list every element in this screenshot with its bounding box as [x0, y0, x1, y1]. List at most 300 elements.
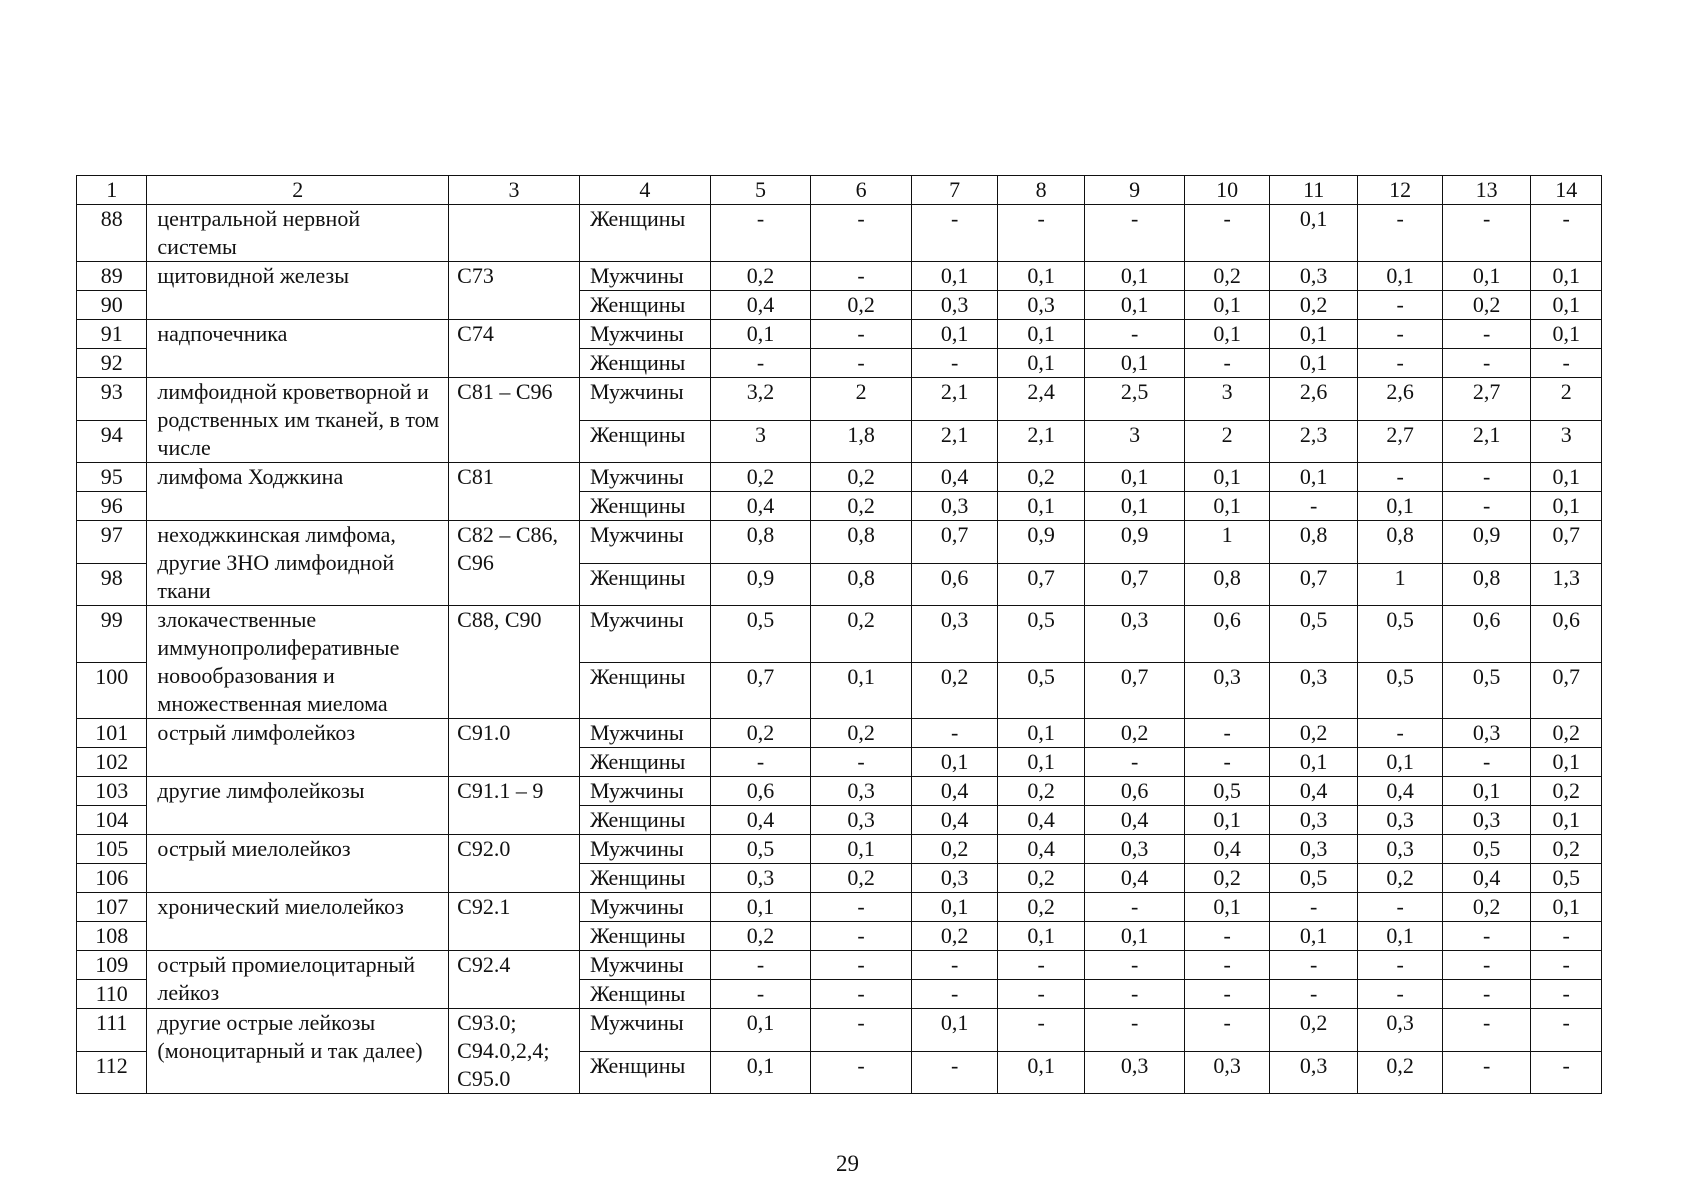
value-cell: -	[1531, 349, 1602, 378]
value-cell: 0,1	[1358, 922, 1442, 951]
value-cell: 0,1	[1531, 748, 1602, 777]
row-number: 90	[77, 291, 147, 320]
sex-label: Мужчины	[579, 777, 710, 806]
value-cell: -	[998, 980, 1085, 1009]
value-cell: 0,3	[911, 492, 998, 521]
value-cell: 0,1	[998, 492, 1085, 521]
value-cell: 0,6	[1531, 606, 1602, 663]
sex-label: Мужчины	[579, 606, 710, 663]
value-cell: 0,1	[998, 1051, 1085, 1094]
column-header: 3	[449, 176, 580, 205]
value-cell: 0,1	[811, 662, 912, 719]
sex-label: Женщины	[579, 980, 710, 1009]
value-cell: -	[1358, 463, 1442, 492]
icd-code: C81 – C96	[449, 378, 580, 463]
sex-label: Женщины	[579, 349, 710, 378]
value-cell: -	[1531, 980, 1602, 1009]
value-cell: 0,3	[911, 606, 998, 663]
value-cell: -	[1185, 1009, 1269, 1052]
value-cell: 0,3	[1358, 806, 1442, 835]
value-cell: -	[1531, 1009, 1602, 1052]
value-cell: 0,2	[811, 291, 912, 320]
value-cell: 0,3	[1358, 835, 1442, 864]
value-cell: 0,7	[710, 662, 811, 719]
value-cell: 0,9	[998, 521, 1085, 564]
sex-label: Мужчины	[579, 719, 710, 748]
value-cell: -	[998, 951, 1085, 980]
value-cell: 0,8	[1269, 521, 1358, 564]
value-cell: -	[1442, 980, 1531, 1009]
value-cell: 0,3	[1358, 1009, 1442, 1052]
row-number: 105	[77, 835, 147, 864]
table-row	[77, 893, 1602, 922]
value-cell: 0,4	[998, 806, 1085, 835]
value-cell: 0,2	[911, 922, 998, 951]
value-cell: 0,1	[1531, 320, 1602, 349]
value-cell: 0,2	[911, 662, 998, 719]
value-cell: -	[710, 980, 811, 1009]
sex-label: Женщины	[579, 662, 710, 719]
value-cell: -	[1185, 719, 1269, 748]
value-cell: 0,8	[1185, 563, 1269, 606]
value-cell: -	[1269, 980, 1358, 1009]
value-cell: 0,5	[1531, 864, 1602, 893]
row-name: острый лимфолейкоз	[147, 719, 449, 777]
value-cell: 0,4	[1358, 777, 1442, 806]
value-cell: 0,1	[710, 1009, 811, 1052]
value-cell: 0,2	[710, 719, 811, 748]
value-cell: 0,1	[1185, 291, 1269, 320]
value-cell: 0,1	[1185, 320, 1269, 349]
row-number: 101	[77, 719, 147, 748]
value-cell: 0,4	[1185, 835, 1269, 864]
value-cell: 1	[1358, 563, 1442, 606]
row-number: 89	[77, 262, 147, 291]
value-cell: -	[911, 1051, 998, 1094]
value-cell: 0,3	[1269, 262, 1358, 291]
sex-label: Женщины	[579, 806, 710, 835]
value-cell: 0,1	[1185, 492, 1269, 521]
value-cell: 0,1	[1531, 463, 1602, 492]
row-number: 102	[77, 748, 147, 777]
sex-label: Женщины	[579, 922, 710, 951]
column-header: 4	[579, 176, 710, 205]
value-cell: 0,4	[911, 777, 998, 806]
row-number: 103	[77, 777, 147, 806]
value-cell: -	[1358, 205, 1442, 262]
value-cell: -	[1269, 893, 1358, 922]
value-cell: 0,7	[1084, 563, 1185, 606]
row-number: 112	[77, 1051, 147, 1094]
value-cell: -	[1358, 349, 1442, 378]
value-cell: 1	[1185, 521, 1269, 564]
column-header: 9	[1084, 176, 1185, 205]
header-row	[77, 176, 1602, 205]
value-cell: 0,5	[1442, 835, 1531, 864]
value-cell: -	[998, 205, 1085, 262]
value-cell: 0,2	[710, 463, 811, 492]
sex-label: Мужчины	[579, 463, 710, 492]
sex-label: Женщины	[579, 205, 710, 262]
value-cell: 0,2	[1084, 719, 1185, 748]
value-cell: -	[1358, 320, 1442, 349]
value-cell: 0,2	[1269, 291, 1358, 320]
value-cell: 0,2	[1269, 1009, 1358, 1052]
value-cell: 0,3	[1185, 1051, 1269, 1094]
value-cell: 0,5	[1269, 606, 1358, 663]
value-cell: 0,2	[811, 864, 912, 893]
value-cell: -	[1084, 748, 1185, 777]
value-cell: -	[811, 951, 912, 980]
table-row	[77, 262, 1602, 291]
value-cell: 0,1	[1269, 205, 1358, 262]
value-cell: 0,2	[998, 777, 1085, 806]
value-cell: -	[1531, 951, 1602, 980]
sex-label: Женщины	[579, 563, 710, 606]
value-cell: 0,4	[911, 806, 998, 835]
value-cell: 0,1	[998, 719, 1085, 748]
column-header: 14	[1531, 176, 1602, 205]
icd-code: C92.1	[449, 893, 580, 951]
value-cell: 0,1	[710, 893, 811, 922]
icd-code: C92.0	[449, 835, 580, 893]
value-cell: 0,1	[1531, 806, 1602, 835]
value-cell: 1,8	[811, 420, 912, 463]
value-cell: -	[811, 980, 912, 1009]
value-cell: 2,4	[998, 378, 1085, 421]
value-cell: -	[811, 349, 912, 378]
row-number: 97	[77, 521, 147, 564]
sex-label: Женщины	[579, 748, 710, 777]
value-cell: 0,6	[1442, 606, 1531, 663]
value-cell: -	[911, 951, 998, 980]
value-cell: -	[811, 748, 912, 777]
value-cell: 0,5	[1269, 864, 1358, 893]
value-cell: 0,7	[1269, 563, 1358, 606]
value-cell: 0,7	[998, 563, 1085, 606]
value-cell: -	[1084, 320, 1185, 349]
value-cell: -	[1358, 291, 1442, 320]
value-cell: -	[1084, 893, 1185, 922]
icd-code: C92.4	[449, 951, 580, 1009]
value-cell: 0,8	[710, 521, 811, 564]
sex-label: Мужчины	[579, 521, 710, 564]
value-cell: 0,8	[811, 563, 912, 606]
value-cell: -	[1358, 951, 1442, 980]
value-cell: -	[1185, 922, 1269, 951]
row-number: 95	[77, 463, 147, 492]
icd-code: C93.0; C94.0,2,4; C95.0	[449, 1009, 580, 1094]
column-header: 1	[77, 176, 147, 205]
value-cell: 0,3	[1269, 835, 1358, 864]
value-cell: 0,3	[1084, 1051, 1185, 1094]
value-cell: -	[1185, 748, 1269, 777]
table-row	[77, 835, 1602, 864]
row-name: острый миелолейкоз	[147, 835, 449, 893]
value-cell: 0,1	[998, 922, 1085, 951]
sex-label: Женщины	[579, 291, 710, 320]
column-header: 2	[147, 176, 449, 205]
value-cell: 2,1	[1442, 420, 1531, 463]
value-cell: 2,1	[911, 378, 998, 421]
value-cell: 3	[1185, 378, 1269, 421]
table-body	[77, 176, 1602, 1094]
value-cell: 0,1	[1084, 291, 1185, 320]
value-cell: -	[1084, 1009, 1185, 1052]
value-cell: -	[811, 1009, 912, 1052]
value-cell: 0,6	[1084, 777, 1185, 806]
value-cell: 0,2	[811, 719, 912, 748]
value-cell: -	[1185, 951, 1269, 980]
value-cell: 0,4	[710, 291, 811, 320]
value-cell: 0,3	[1185, 662, 1269, 719]
row-name: щитовидной железы	[147, 262, 449, 320]
value-cell: 0,3	[998, 291, 1085, 320]
value-cell: -	[1358, 980, 1442, 1009]
value-cell: 0,5	[998, 606, 1085, 663]
icd-code: C91.1 – 9	[449, 777, 580, 835]
value-cell: 2,6	[1269, 378, 1358, 421]
value-cell: 0,2	[1442, 893, 1531, 922]
row-name: лимфома Ходжкина	[147, 463, 449, 521]
value-cell: 2	[811, 378, 912, 421]
row-name: неходжкинская лимфома, другие ЗНО лимфоидной ткани	[147, 521, 449, 606]
value-cell: -	[811, 922, 912, 951]
value-cell: 0,1	[1185, 893, 1269, 922]
value-cell: 0,4	[1084, 806, 1185, 835]
icd-code: C88, C90	[449, 606, 580, 719]
value-cell: -	[1531, 922, 1602, 951]
value-cell: -	[1084, 205, 1185, 262]
table-row	[77, 1009, 1602, 1052]
value-cell: 0,6	[1185, 606, 1269, 663]
value-cell: -	[1442, 492, 1531, 521]
value-cell: 0,1	[1442, 262, 1531, 291]
row-name: лимфоидной кроветворной и родственных им тканей, в том числе	[147, 378, 449, 463]
value-cell: 0,1	[1531, 291, 1602, 320]
table-row	[77, 320, 1602, 349]
value-cell: -	[1084, 980, 1185, 1009]
value-cell: -	[1185, 205, 1269, 262]
row-number: 104	[77, 806, 147, 835]
value-cell: 0,7	[911, 521, 998, 564]
value-cell: 3,2	[710, 378, 811, 421]
value-cell: 0,1	[911, 320, 998, 349]
value-cell: 0,2	[811, 606, 912, 663]
value-cell: -	[710, 205, 811, 262]
icd-code: C81	[449, 463, 580, 521]
row-number: 88	[77, 205, 147, 262]
value-cell: 0,2	[811, 463, 912, 492]
value-cell: 0,3	[1269, 806, 1358, 835]
row-number: 106	[77, 864, 147, 893]
value-cell: -	[911, 980, 998, 1009]
value-cell: 0,4	[710, 492, 811, 521]
value-cell: 0,3	[1442, 719, 1531, 748]
value-cell: 3	[1084, 420, 1185, 463]
value-cell: -	[1185, 349, 1269, 378]
row-name: хронический миелолейкоз	[147, 893, 449, 951]
table-row	[77, 463, 1602, 492]
value-cell: -	[811, 262, 912, 291]
value-cell: 0,2	[1531, 777, 1602, 806]
value-cell: 0,4	[998, 835, 1085, 864]
value-cell: 0,1	[911, 893, 998, 922]
value-cell: 0,1	[1084, 262, 1185, 291]
column-header: 5	[710, 176, 811, 205]
value-cell: 0,3	[911, 864, 998, 893]
row-number: 99	[77, 606, 147, 663]
row-number: 107	[77, 893, 147, 922]
row-number: 110	[77, 980, 147, 1009]
value-cell: -	[911, 349, 998, 378]
row-number: 94	[77, 420, 147, 463]
column-header: 13	[1442, 176, 1531, 205]
value-cell: 0,1	[1531, 893, 1602, 922]
value-cell: 0,4	[1084, 864, 1185, 893]
value-cell: 2,1	[998, 420, 1085, 463]
value-cell: -	[811, 320, 912, 349]
table-row	[77, 205, 1602, 262]
value-cell: 0,1	[911, 748, 998, 777]
value-cell: 0,3	[1084, 606, 1185, 663]
value-cell: 0,1	[998, 320, 1085, 349]
row-number: 109	[77, 951, 147, 980]
row-name: центральной нервной системы	[147, 205, 449, 262]
value-cell: -	[1442, 748, 1531, 777]
value-cell: 0,2	[1358, 864, 1442, 893]
value-cell: 0,2	[998, 893, 1085, 922]
column-header: 11	[1269, 176, 1358, 205]
icd-code: C82 – C86, C96	[449, 521, 580, 606]
value-cell: 0,1	[911, 262, 998, 291]
column-header: 10	[1185, 176, 1269, 205]
column-header: 8	[998, 176, 1085, 205]
sex-label: Мужчины	[579, 320, 710, 349]
value-cell: 0,1	[1084, 492, 1185, 521]
value-cell: -	[911, 205, 998, 262]
value-cell: 0,5	[710, 606, 811, 663]
table-row	[77, 719, 1602, 748]
value-cell: 0,1	[998, 349, 1085, 378]
sex-label: Женщины	[579, 492, 710, 521]
value-cell: 0,1	[1185, 463, 1269, 492]
column-header: 6	[811, 176, 912, 205]
value-cell: 0,1	[811, 835, 912, 864]
value-cell: 0,1	[1358, 748, 1442, 777]
value-cell: 0,5	[1358, 662, 1442, 719]
value-cell: -	[1442, 951, 1531, 980]
value-cell: 2,7	[1358, 420, 1442, 463]
value-cell: 0,2	[998, 463, 1085, 492]
value-cell: 1,3	[1531, 563, 1602, 606]
value-cell: -	[911, 719, 998, 748]
value-cell: 0,1	[1269, 463, 1358, 492]
value-cell: 3	[1531, 420, 1602, 463]
value-cell: 0,2	[998, 864, 1085, 893]
value-cell: -	[1269, 492, 1358, 521]
table-row	[77, 378, 1602, 421]
value-cell: 0,3	[1442, 806, 1531, 835]
sex-label: Мужчины	[579, 951, 710, 980]
table-row	[77, 777, 1602, 806]
row-number: 93	[77, 378, 147, 421]
sex-label: Мужчины	[579, 893, 710, 922]
value-cell: 0,1	[1084, 349, 1185, 378]
value-cell: 0,3	[1269, 1051, 1358, 1094]
value-cell: 0,3	[811, 777, 912, 806]
value-cell: 0,8	[1358, 521, 1442, 564]
value-cell: 0,1	[1084, 463, 1185, 492]
sex-label: Женщины	[579, 1051, 710, 1094]
row-number: 96	[77, 492, 147, 521]
value-cell: 0,1	[911, 1009, 998, 1052]
value-cell: 0,2	[710, 922, 811, 951]
icd-code: C74	[449, 320, 580, 378]
value-cell: 0,1	[1531, 262, 1602, 291]
value-cell: 0,5	[710, 835, 811, 864]
value-cell: 2,1	[911, 420, 998, 463]
value-cell: 0,7	[1531, 521, 1602, 564]
value-cell: 0,2	[811, 492, 912, 521]
value-cell: 0,3	[811, 806, 912, 835]
value-cell: 0,2	[710, 262, 811, 291]
value-cell: -	[1442, 1051, 1531, 1094]
value-cell: 0,9	[710, 563, 811, 606]
value-cell: 0,5	[1442, 662, 1531, 719]
value-cell: 0,3	[710, 864, 811, 893]
page-number: 29	[836, 1151, 859, 1176]
value-cell: 0,6	[710, 777, 811, 806]
value-cell: 0,1	[1269, 922, 1358, 951]
value-cell: 0,1	[1269, 320, 1358, 349]
value-cell: 0,2	[1185, 262, 1269, 291]
value-cell: -	[710, 951, 811, 980]
value-cell: 0,1	[1269, 349, 1358, 378]
data-table	[76, 175, 1602, 1094]
sex-label: Мужчины	[579, 1009, 710, 1052]
row-number: 92	[77, 349, 147, 378]
row-name: другие лимфолейкозы	[147, 777, 449, 835]
value-cell: 2,7	[1442, 378, 1531, 421]
value-cell: -	[1442, 349, 1531, 378]
value-cell: 0,5	[998, 662, 1085, 719]
value-cell: 0,1	[1358, 492, 1442, 521]
value-cell: 0,2	[911, 835, 998, 864]
value-cell: -	[811, 205, 912, 262]
value-cell: -	[811, 1051, 912, 1094]
value-cell: 0,8	[1442, 563, 1531, 606]
value-cell: 0,6	[911, 563, 998, 606]
value-cell: -	[1185, 980, 1269, 1009]
value-cell: 0,2	[1185, 864, 1269, 893]
value-cell: 3	[710, 420, 811, 463]
value-cell: 0,1	[998, 748, 1085, 777]
icd-code	[449, 205, 580, 262]
value-cell: 2	[1531, 378, 1602, 421]
value-cell: -	[1442, 205, 1531, 262]
row-name: другие острые лейкозы (моноцитарный и так далее)	[147, 1009, 449, 1094]
value-cell: 0,1	[1442, 777, 1531, 806]
sex-label: Женщины	[579, 420, 710, 463]
value-cell: -	[1442, 922, 1531, 951]
value-cell: -	[710, 349, 811, 378]
value-cell: 0,9	[1084, 521, 1185, 564]
value-cell: 0,4	[1269, 777, 1358, 806]
value-cell: 0,5	[1185, 777, 1269, 806]
value-cell: 0,1	[1084, 922, 1185, 951]
value-cell: -	[1269, 951, 1358, 980]
